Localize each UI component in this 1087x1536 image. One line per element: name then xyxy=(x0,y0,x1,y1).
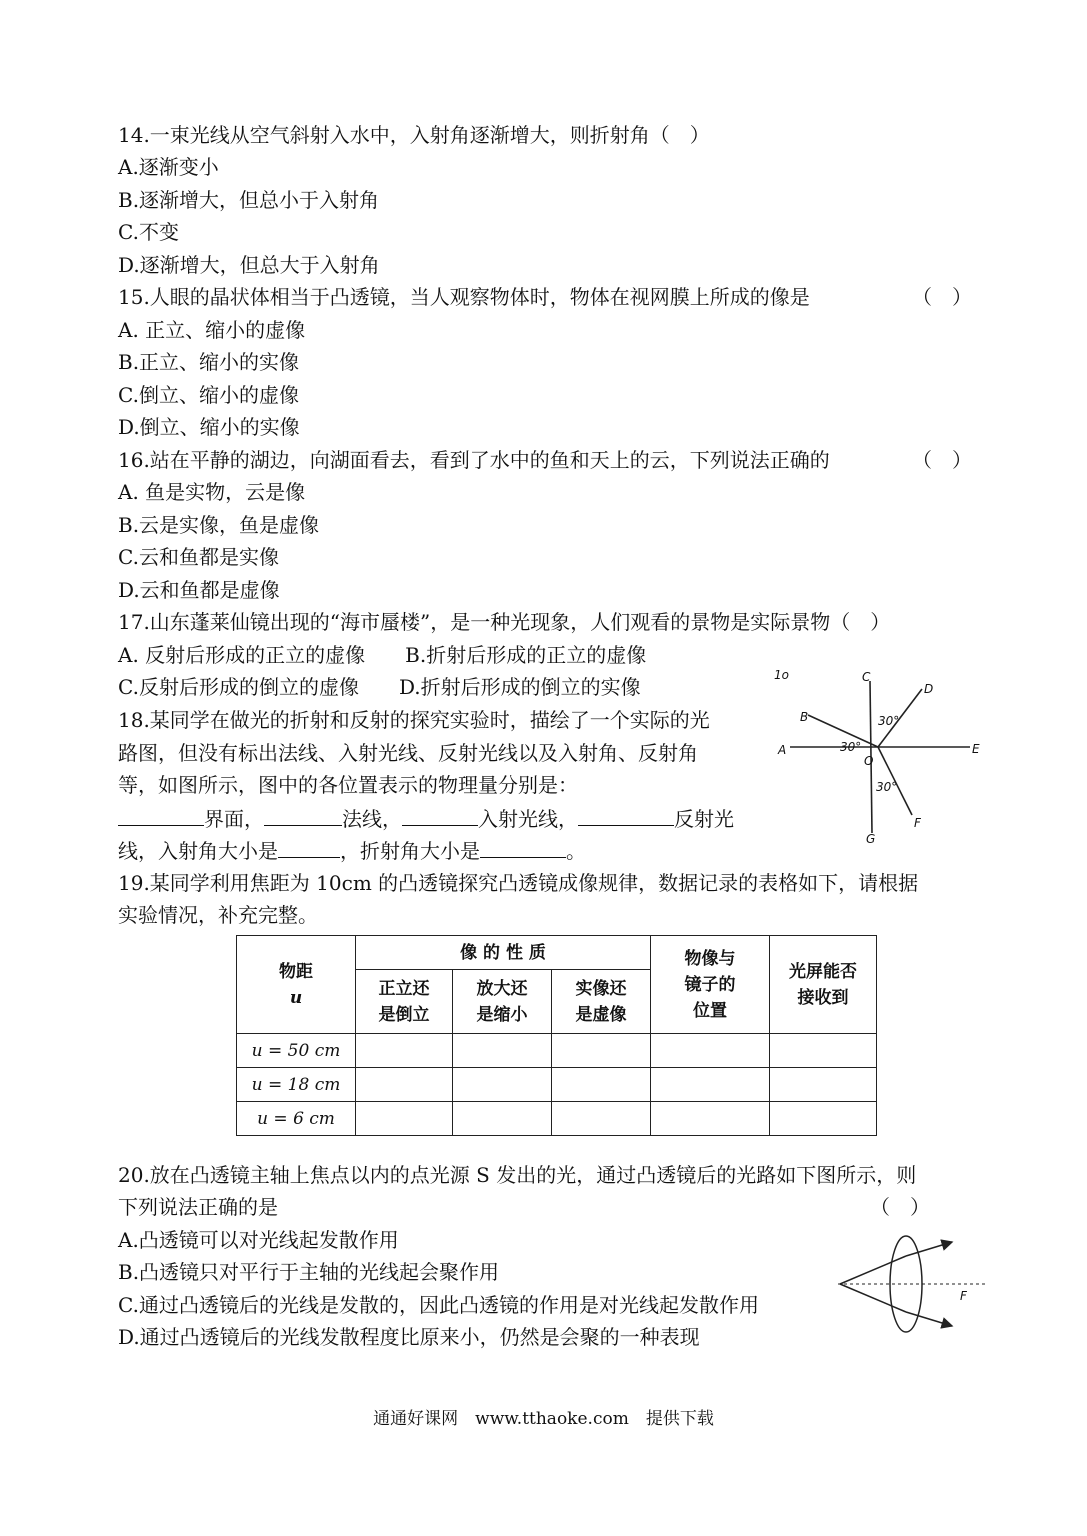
row-distance-50: u = 50 cm xyxy=(237,1034,356,1068)
incident-ray-upper xyxy=(840,1256,906,1284)
header-object-distance xyxy=(237,936,356,1034)
q20-option-b: B.凸透镜只对平行于主轴的光线起会聚作用 xyxy=(118,1260,500,1284)
table-cell[interactable] xyxy=(770,1034,877,1068)
table-cell[interactable] xyxy=(552,1034,651,1068)
q20-answer-paren: （ ） xyxy=(870,1195,930,1219)
q14-option-a: A.逐渐变小 xyxy=(118,155,219,179)
q16-option-c: C.云和鱼都是实像 xyxy=(118,545,279,569)
q15-option-d: D.倒立、缩小的实像 xyxy=(118,415,300,439)
q16-option-b: B.云是实像，鱼是虚像 xyxy=(118,513,320,537)
q17-option-a: A. 反射后形成的正立的虚像 xyxy=(118,643,366,667)
table-cell[interactable] xyxy=(356,1034,453,1068)
q17-options-row1 xyxy=(118,640,646,670)
table-cell[interactable] xyxy=(453,1102,552,1136)
blank-normal[interactable] xyxy=(264,803,342,826)
q14-option-d: D.逐渐增大，但总大于入射角 xyxy=(118,253,380,277)
q15-option-a: A. 正立、缩小的虚像 xyxy=(118,318,306,342)
subheader-upright-line2: 是倒立 xyxy=(378,1004,430,1025)
q17-option-b: B.折射后形成的正立的虚像 xyxy=(405,643,647,667)
header-screen xyxy=(770,936,877,1034)
blank-reflected-ray[interactable] xyxy=(578,803,674,826)
q18-line3: 等，如图所示，图中的各位置表示的物理量分别是： xyxy=(118,773,578,797)
q18-fill1-label: 界面， xyxy=(204,807,264,831)
q17-option-d: D.折射后形成的倒立的实像 xyxy=(398,675,641,699)
blank-incident-ray[interactable] xyxy=(402,803,478,826)
q17-stem: 17.山东蓬莱仙镜出现的“海市蜃楼”，是一种光现象，人们观看的景物是实际景物（ ） xyxy=(118,610,891,634)
q18-incident-angle-label: 线，入射角大小是 xyxy=(118,839,278,863)
table-cell[interactable] xyxy=(770,1068,877,1102)
label-g: G xyxy=(866,832,876,846)
angle-label-od: 30° xyxy=(878,714,900,728)
table-row xyxy=(237,1068,877,1102)
q16-option-d: D.云和鱼都是虚像 xyxy=(118,578,280,602)
q15-stem: 15.人眼的晶状体相当于凸透镜，当人观察物体时，物体在视网膜上所成的像是 xyxy=(118,285,810,309)
table-cell[interactable] xyxy=(356,1102,453,1136)
angle-label-of: 30° xyxy=(876,780,898,794)
refracted-ray-lower xyxy=(906,1312,952,1326)
q17-option-c: C.反射后形成的倒立的虚像 xyxy=(118,675,359,699)
label-d: D xyxy=(924,682,934,696)
q15-option-b: B.正立、缩小的实像 xyxy=(118,350,300,374)
subheader-real xyxy=(552,970,651,1034)
q20-line2: 下列说法正确的是 xyxy=(118,1195,278,1219)
header-screen-line1: 光屏能否 xyxy=(789,961,857,982)
q16-stem: 16.站在平静的湖边，向湖面看去，看到了水中的鱼和天上的云，下列说法正确的 xyxy=(118,448,830,472)
q18-refraction-angle-label: ，折射角大小是 xyxy=(340,839,480,863)
table-cell[interactable] xyxy=(651,1068,770,1102)
header-position-line1: 物像与 xyxy=(684,948,736,969)
table-cell[interactable] xyxy=(356,1068,453,1102)
header-image-nature: 像 的 性 质 xyxy=(356,936,651,970)
q16-answer-paren: （ ） xyxy=(912,448,972,472)
subheader-real-line1: 实像还 xyxy=(575,978,627,999)
subheader-magnified xyxy=(453,970,552,1034)
label-o: O xyxy=(864,754,874,768)
subheader-magnified-line2: 是缩小 xyxy=(476,1004,528,1025)
q15-answer-paren: （ ） xyxy=(912,285,972,309)
diagram-corner-mark: 1o xyxy=(774,668,789,682)
header-object-distance-symbol: u xyxy=(289,987,303,1008)
q18-line2: 路图，但没有标出法线、入射光线、反射光线以及入射角、反射角 xyxy=(118,741,698,765)
header-screen-line2: 接收到 xyxy=(797,987,849,1008)
subheader-real-line2: 是虚像 xyxy=(575,1004,627,1025)
incident-ray-lower xyxy=(840,1284,906,1312)
q17-options-row2 xyxy=(118,672,641,702)
q18-fill2-label: 法线， xyxy=(342,807,402,831)
page-footer: 通通好课网 www.tthaoke.com 提供下载 xyxy=(373,1409,714,1429)
q19-line2: 实验情况，补充完整。 xyxy=(118,903,318,927)
label-a: A xyxy=(778,743,787,757)
q20-option-c: C.通过凸透镜后的光线是发散的，因此凸透镜的作用是对光线起发散作用 xyxy=(118,1293,759,1317)
imaging-data-table xyxy=(236,935,877,1136)
header-position xyxy=(651,936,770,1034)
angle-label-bo: 30° xyxy=(840,740,862,754)
row-distance-6: u = 6 cm xyxy=(237,1102,356,1136)
q20-line1: 20.放在凸透镜主轴上焦点以内的点光源 S 发出的光，通过凸透镜后的光路如下图所示，则 xyxy=(118,1163,917,1187)
table-row xyxy=(237,1034,877,1068)
q18-fill4-label: 反射光 xyxy=(674,807,734,831)
q14-option-c: C.不变 xyxy=(118,220,179,244)
table-cell[interactable] xyxy=(552,1102,651,1136)
focus-label: F xyxy=(960,1289,967,1303)
table-row xyxy=(237,1102,877,1136)
table-cell[interactable] xyxy=(453,1068,552,1102)
q18-fill3-label: 入射光线， xyxy=(478,807,578,831)
header-object-distance-label: 物距 xyxy=(279,961,313,982)
q14-option-b: B.逐渐增大，但总小于入射角 xyxy=(118,188,380,212)
table-cell[interactable] xyxy=(453,1034,552,1068)
header-position-line2: 镜子的 xyxy=(684,974,736,995)
q18-line1: 18.某同学在做光的折射和反射的探究实验时，描绘了一个实际的光 xyxy=(118,708,710,732)
table-cell[interactable] xyxy=(770,1102,877,1136)
row-distance-18: u = 18 cm xyxy=(237,1068,356,1102)
subheader-upright-line1: 正立还 xyxy=(378,978,430,999)
label-b: B xyxy=(800,710,809,724)
subheader-magnified-line1: 放大还 xyxy=(476,978,528,999)
q20-option-d: D.通过凸透镜后的光线发散程度比原来小，仍然是会聚的一种表现 xyxy=(118,1325,700,1349)
label-f: F xyxy=(914,816,921,830)
refracted-ray-upper xyxy=(906,1242,952,1256)
table-cell[interactable] xyxy=(552,1068,651,1102)
blank-incident-angle[interactable] xyxy=(278,835,340,858)
subheader-upright xyxy=(356,970,453,1034)
q18-angle-line xyxy=(118,835,586,866)
q18-period: 。 xyxy=(566,839,586,863)
q20-option-a: A.凸透镜可以对光线起发散作用 xyxy=(118,1228,399,1252)
label-e: E xyxy=(972,742,980,756)
q16-option-a: A. 鱼是实物，云是像 xyxy=(118,480,306,504)
header-position-line3: 位置 xyxy=(693,1000,727,1021)
q14-stem: 14.一束光线从空气斜射入水中，入射角逐渐增大，则折射角（ ） xyxy=(118,123,710,147)
q20-lens-diagram xyxy=(828,1228,998,1338)
table-cell[interactable] xyxy=(651,1102,770,1136)
blank-refraction-angle[interactable] xyxy=(480,835,566,858)
q19-line1: 19.某同学利用焦距为 10cm 的凸透镜探究凸透镜成像规律，数据记录的表格如下，请根据 xyxy=(118,871,919,895)
q15-option-c: C.倒立、缩小的虚像 xyxy=(118,383,299,407)
label-c: C xyxy=(862,670,871,684)
table-cell[interactable] xyxy=(651,1034,770,1068)
blank-interface[interactable] xyxy=(118,803,204,826)
q18-fill-line xyxy=(118,803,734,834)
q18-ray-diagram xyxy=(770,665,990,850)
